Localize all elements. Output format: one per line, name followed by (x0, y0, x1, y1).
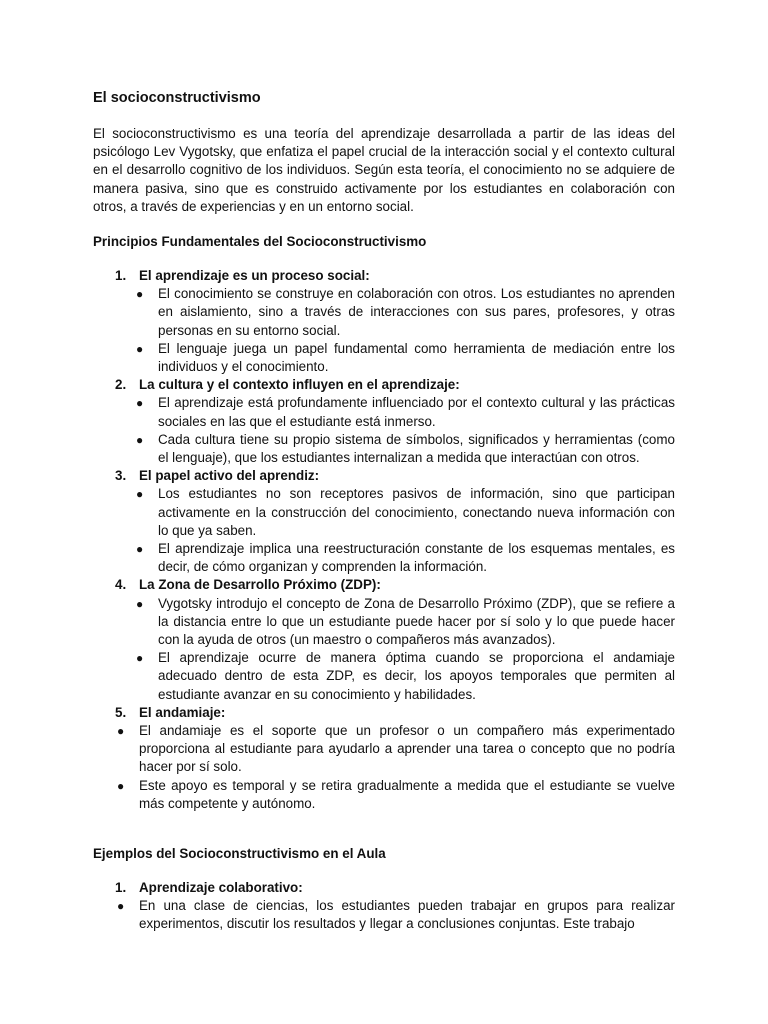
bullet-text: El lenguaje juega un papel fundamental como herramienta de mediación entre los individuos y el conocimiento. (158, 340, 675, 375)
bullet-dot-icon: ● (117, 899, 125, 914)
principle-item (93, 376, 675, 467)
principle-title-row (93, 704, 675, 722)
bullet-text: Vygotsky introdujo el concepto de Zona de Desarrollo Próximo (ZDP), que se refiere a la distancia entre lo que un estudiante puede hacer por sí solo y lo que puede hacer con la ayuda de otros (un maestro o compañeros más avanzados). (158, 595, 675, 648)
bullet-item (136, 394, 675, 430)
principle-number: 4. (115, 577, 127, 593)
bullet-dot-icon: ● (136, 432, 144, 447)
principle-number: 1. (115, 268, 127, 283)
examples-list (93, 879, 675, 934)
principle-title: La cultura y el contexto influyen en el aprendizaje: (139, 377, 460, 393)
principle-item (93, 576, 675, 703)
bullet-text: El aprendizaje está profundamente influenciado por el contexto cultural y las prácticas sociales en las que el estudiante está inmerso. (158, 395, 675, 429)
bullet-item (136, 595, 675, 650)
document-title: El socioconstructivismo (93, 90, 261, 106)
bullet-dot-icon: ● (136, 341, 144, 356)
principle-title: El papel activo del aprendiz: (139, 468, 320, 484)
bullet-text: Los estudiantes no son receptores pasivos de información, sino que participan activamente en la construcción del conocimiento, conectando nueva información con lo que ya saben. (158, 486, 675, 538)
example-item (93, 879, 675, 934)
principle-item (93, 467, 675, 576)
bullet-dot-icon: ● (136, 396, 144, 411)
principle-title-row (93, 376, 675, 394)
bullet-text: El andamiaje es el soporte que un profesor o un compañero más experimentado proporciona al estudiante para ayudarlo a aprender una tarea o concepto que no podría hacer por sí solo. (139, 723, 675, 775)
principle-title: El andamiaje: (139, 704, 226, 720)
principle-title: El aprendizaje es un proceso social: (139, 268, 370, 283)
principle-bullets (93, 485, 675, 576)
example-title: Aprendizaje colaborativo: (139, 880, 303, 895)
bullet-dot-icon: ● (136, 596, 144, 611)
bullet-item (117, 777, 675, 813)
bullet-item (136, 431, 675, 467)
bullet-dot-icon: ● (136, 651, 144, 666)
intro-paragraph: El socioconstructivismo es una teoría del aprendizaje desarrollada a partir de las ideas del psicólogo Lev Vygotsky, que enfatiza el papel crucial de la interacción social y el contexto cultural en el desarrollo cognitivo de los individuos. Según esta teoría, el conocimiento no se adquiere de manera pasiva, sino que es construido activamente por los estudiantes en colaboración con otros, a través de experiencias y en un entorno social. (93, 126, 675, 214)
bullet-item (136, 340, 675, 376)
bullet-item (136, 485, 675, 540)
principle-title-row (93, 576, 675, 594)
example-title-row (93, 879, 675, 897)
principle-bullets (93, 595, 675, 704)
bullet-text: En una clase de ciencias, los estudiantes pueden trabajar en grupos para realizar experimentos, discutir los resultados y llegar a conclusiones conjuntas. Este trabajo (139, 898, 675, 932)
bullet-dot-icon: ● (136, 542, 144, 557)
principle-title-row (93, 467, 675, 485)
bullet-text: El aprendizaje ocurre de manera óptima cuando se proporciona el andamiaje adecuado dentro de esta ZDP, es decir, los apoyos temporales que permiten al estudiante avanzar en su conocimiento y habilidades. (158, 650, 675, 702)
bullet-dot-icon: ● (136, 487, 144, 502)
example-bullets (93, 897, 675, 933)
bullet-text: Este apoyo es temporal y se retira gradualmente a medida que el estudiante se vuelve más competente y autónomo. (139, 777, 675, 811)
bullet-text: El conocimiento se construye en colaboración con otros. Los estudiantes no aprenden en aislamiento, sino a través de interacciones con sus pares, profesores, y otras personas en su entorno social. (158, 286, 675, 338)
bullet-item (136, 540, 675, 576)
principle-title-row (93, 267, 675, 285)
principle-number: 2. (115, 377, 127, 393)
bullet-item (117, 897, 675, 933)
bullet-item (136, 285, 675, 340)
bullet-dot-icon: ● (117, 778, 125, 793)
principle-item (93, 267, 675, 376)
examples-heading: Ejemplos del Socioconstructivismo en el Aula (93, 846, 386, 861)
example-number: 1. (115, 880, 127, 895)
principle-bullets (93, 394, 675, 467)
principles-heading: Principios Fundamentales del Socioconstructivismo (93, 234, 427, 249)
bullet-text: Cada cultura tiene su propio sistema de símbolos, significados y herramientas (como el lenguaje), que los estudiantes internalizan a medida que interactúan con otros. (158, 431, 675, 466)
principle-bullets (93, 722, 675, 813)
principle-bullets (93, 285, 675, 376)
principles-list (93, 267, 675, 813)
bullet-dot-icon: ● (136, 287, 144, 302)
principle-number: 5. (115, 704, 127, 720)
principle-number: 3. (115, 468, 127, 484)
bullet-dot-icon: ● (117, 724, 125, 739)
principle-title: La Zona de Desarrollo Próximo (ZDP): (139, 577, 381, 593)
bullet-item (136, 649, 675, 704)
bullet-text: El aprendizaje implica una reestructuración constante de los esquemas mentales, es decir, de cómo organizan y comprenden la información. (158, 541, 675, 575)
bullet-item (117, 722, 675, 777)
principle-item (93, 704, 675, 813)
